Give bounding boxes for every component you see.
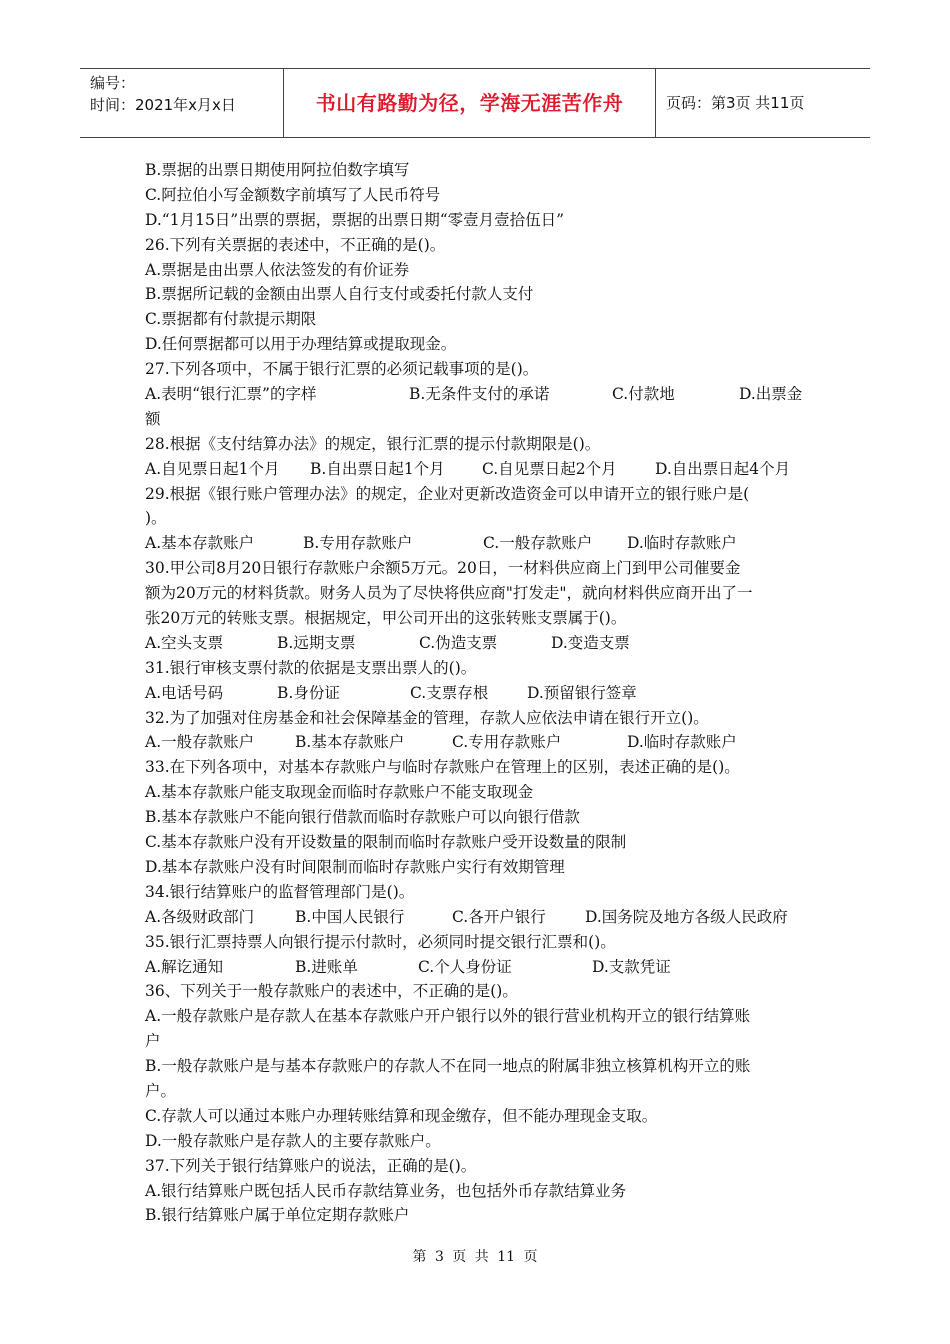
text-line: 35.银行汇票持票人向银行提示付款时，必须同时提交银行汇票和()。	[145, 932, 616, 951]
text-line: 36、下列关于一般存款账户的表述中，不正确的是()。	[145, 982, 518, 1001]
text-line: 户。	[145, 1081, 177, 1100]
text-line: 张20万元的转账支票。根据规定，甲公司开出的这张转账支票属于()。	[145, 609, 627, 628]
option-text: D.国务院及地方各级人民政府	[585, 907, 788, 926]
text-line: D.一般存款账户是存款人的主要存款账户。	[145, 1131, 441, 1150]
option-text: A.自见票日起1个月	[145, 459, 280, 478]
text-line: 28.根据《支付结算办法》的规定，银行汇票的提示付款期限是()。	[145, 434, 601, 453]
text-line: A.一般存款账户是存款人在基本存款账户开户银行以外的银行营业机构开立的银行结算账	[145, 1007, 751, 1026]
header-info-cell	[80, 69, 284, 137]
number-label: 编号：	[90, 74, 136, 92]
option-row	[145, 382, 815, 407]
text-line: B.票据所记载的金额由出票人自行支付或委托付款人支付	[145, 285, 534, 304]
option-row	[145, 457, 815, 482]
document-body	[145, 158, 815, 1228]
motto: 书山有路勤为径，学海无涯苦作舟	[284, 69, 656, 137]
option-text: D.变造支票	[551, 633, 630, 652]
text-line: C.票据都有付款提示期限	[145, 310, 317, 329]
page-footer: 第 3 页 共 11 页	[412, 1249, 538, 1265]
text-line: A.基本存款账户能支取现金而临时存款账户不能支取现金	[145, 783, 534, 802]
option-text: D.出票金	[739, 385, 803, 404]
option-text: D.支款凭证	[592, 957, 671, 976]
text-line: 额为20万元的材料货款。财务人员为了尽快将供应商"打发走"，就向材料供应商开出了一	[145, 584, 753, 603]
text-line: 33.在下列各项中，对基本存款账户与临时存款账户在管理上的区别，表述正确的是()。	[145, 758, 740, 777]
option-row	[145, 631, 815, 656]
option-text: B.远期支票	[277, 633, 356, 652]
text-line: D.任何票据都可以用于办理结算或提取现金。	[145, 335, 457, 354]
text-line: C.阿拉伯小写金额数字前填写了人民币符号	[145, 185, 441, 204]
text-line: 34.银行结算账户的监督管理部门是()。	[145, 882, 415, 901]
text-line: 31.银行审核支票付款的依据是支票出票人的()。	[145, 658, 477, 677]
option-text: A.空头支票	[145, 633, 224, 652]
option-text: C.一般存款账户	[483, 534, 593, 553]
page-code: 页码：第3页 共11页	[666, 94, 805, 112]
time-label: 时间：2021年x月x日	[90, 96, 236, 114]
option-text: C.伪造支票	[419, 633, 498, 652]
option-row	[145, 681, 815, 706]
text-line: 户	[145, 1032, 161, 1051]
option-text: B.无条件支付的承诺	[409, 385, 550, 404]
option-text: B.自出票日起1个月	[310, 459, 445, 478]
option-row	[145, 955, 815, 980]
text-line: 26.下列有关票据的表述中，不正确的是()。	[145, 235, 446, 254]
option-row	[145, 531, 815, 556]
text-line: C.存款人可以通过本账户办理转账结算和现金缴存，但不能办理现金支取。	[145, 1106, 658, 1125]
option-text: A.基本存款账户	[145, 534, 255, 553]
option-text: A.表明“银行汇票”的字样	[145, 385, 317, 404]
option-text: A.一般存款账户	[145, 733, 255, 752]
text-line: 30.甲公司8月20日银行存款账户余额5万元。20日，一材料供应商上门到甲公司催要金	[145, 559, 741, 578]
option-text: C.自见票日起2个月	[482, 459, 617, 478]
text-line: B.一般存款账户是与基本存款账户的存款人不在同一地点的附属非独立核算机构开立的账	[145, 1057, 751, 1076]
text-line: B.银行结算账户属于单位定期存款账户	[145, 1206, 410, 1225]
option-text: D.临时存款账户	[627, 534, 737, 553]
option-text: B.进账单	[295, 957, 358, 976]
option-text: D.自出票日起4个月	[655, 459, 791, 478]
text-line: 32.为了加强对住房基金和社会保障基金的管理，存款人应依法申请在银行开立()。	[145, 708, 709, 727]
text-line: D.“1月15日”出票的票据，票据的出票日期“零壹月壹拾伍日”	[145, 210, 565, 229]
option-text: A.电话号码	[145, 683, 224, 702]
option-text: B.身份证	[277, 683, 340, 702]
text-line: A.票据是由出票人依法签发的有价证券	[145, 260, 410, 279]
option-text: D.临时存款账户	[627, 733, 737, 752]
text-line: B.票据的出票日期使用阿拉伯数字填写	[145, 161, 410, 179]
option-row	[145, 905, 815, 930]
option-text: C.付款地	[612, 385, 675, 404]
option-row	[145, 730, 815, 755]
option-text: D.预留银行签章	[527, 683, 637, 702]
option-text: C.个人身份证	[418, 957, 512, 976]
text-line: 27.下列各项中，不属于银行汇票的必须记载事项的是()。	[145, 360, 539, 379]
text-line: C.基本存款账户没有开设数量的限制而临时存款账户受开设数量的限制	[145, 833, 627, 852]
option-text: B.中国人民银行	[295, 907, 405, 926]
text-line: D.基本存款账户没有时间限制而临时存款账户实行有效期管理	[145, 857, 565, 876]
option-text: C.各开户银行	[452, 907, 546, 926]
text-line: A.银行结算账户既包括人民币存款结算业务，也包括外币存款结算业务	[145, 1181, 627, 1200]
text-line: 37.下列关于银行结算账户的说法，正确的是()。	[145, 1156, 477, 1175]
option-text: C.专用存款账户	[452, 733, 562, 752]
option-text: C.支票存根	[410, 683, 489, 702]
text-line: 29.根据《银行账户管理办法》的规定，企业对更新改造资金可以申请开立的银行账户是(	[145, 484, 750, 503]
option-text: A.各级财政部门	[145, 907, 255, 926]
option-text: B.专用存款账户	[303, 534, 413, 553]
page-header	[80, 68, 870, 138]
option-text: A.解讫通知	[145, 957, 224, 976]
text-line: 额	[145, 409, 161, 428]
text-line: B.基本存款账户不能向银行借款而临时存款账户可以向银行借款	[145, 808, 580, 827]
text-line: )。	[145, 509, 167, 528]
option-text: B.基本存款账户	[295, 733, 405, 752]
